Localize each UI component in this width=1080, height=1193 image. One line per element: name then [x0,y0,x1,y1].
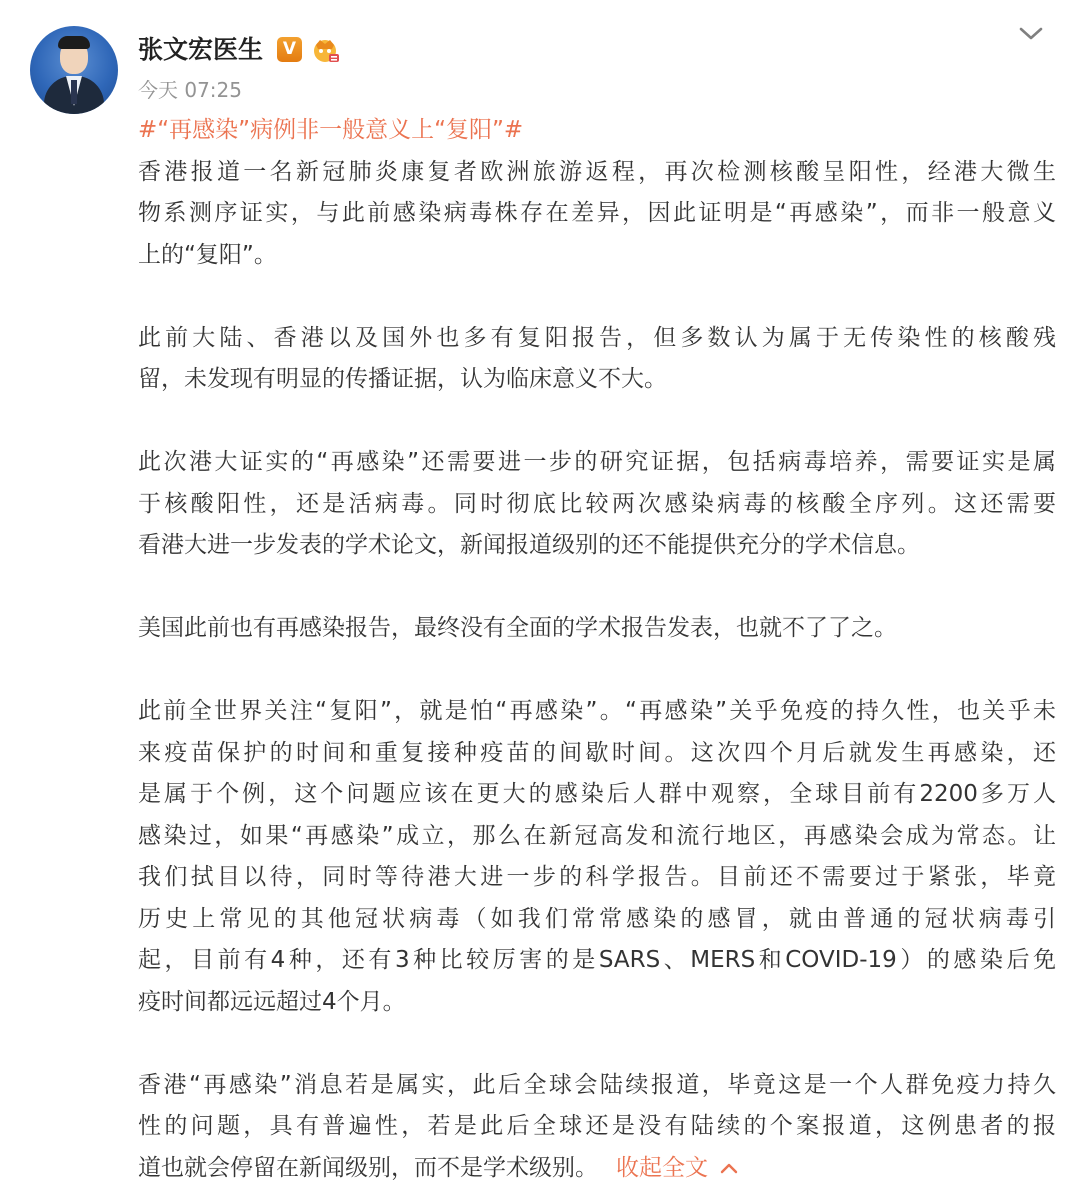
paragraph-line-text: 道也就会停留在新闻级别，而不是学术级别。 [138,1154,598,1181]
chevron-up-icon [720,1161,738,1175]
author-name[interactable]: 张文宏医生 [138,35,264,64]
paragraph-line: 留，未发现有明显的传播证据，认为临床意义不大。 [138,366,667,392]
paragraph-gap [138,276,1056,318]
paragraph-line: 看港大进一步发表的学术论文，新闻报道级别的还不能提供充分的学术信息。 [138,532,920,558]
paragraph-line: 是属于个例，这个问题应该在更大的感染后人群中观察，全球目前有2200多万人 [138,781,1056,807]
post-time: 今天 07:25 [138,78,242,102]
post-content [138,110,1056,1189]
paragraph-line: 性的问题，具有普遍性，若是此后全球还是没有陆续的个案报道，这例患者的报 [138,1113,1056,1139]
paragraph-line: 美国此前也有再感染报告，最终没有全面的学术报告发表，也就不了了之。 [138,615,897,641]
paragraph-line: 此次港大证实的“再感染”还需要进一步的研究证据，包括病毒培养，需要证实是属 [138,449,1056,475]
paragraph-last-line [138,1148,1056,1190]
paragraph-gap [138,1023,1056,1065]
collapse-label: 收起全文 [616,1154,708,1181]
paragraph-gap [138,567,1056,609]
avatar-hair [58,36,90,49]
paragraph-line: 来疫苗保护的时间和重复接种疫苗的间歇时间。这次四个月后就发生再感染，还 [138,739,1056,766]
paragraph-line: 此前大陆、香港以及国外也多有复阳报告，但多数认为属于无传染性的核酸残 [138,324,1056,351]
paragraph-line: 我们拭目以待，同时等待港大进一步的科学报告。目前还不需要过于紧张，毕竟 [138,864,1056,890]
paragraph-1 [138,152,1056,277]
avatar-tie [71,80,77,104]
paragraph-line: 历史上常见的其他冠状病毒（如我们常常感染的感冒，就由普通的冠状病毒引 [138,905,1056,932]
paragraph-line: 上的“复阳”。 [138,241,277,268]
verified-v-icon[interactable]: V [277,37,302,62]
chevron-down-icon[interactable] [1016,20,1046,46]
collapse-full-text-link[interactable] [616,1155,738,1181]
paragraph-2 [138,318,1056,401]
paragraph-6 [138,1065,1056,1190]
paragraph-line: 疫时间都远远超过4个月。 [138,988,406,1015]
paragraph-gap [138,401,1056,443]
paragraph-line: 起，目前有4种，还有3种比较厉害的是SARS、MERS和COVID-19）的感染后免 [138,947,1056,973]
paragraph-line: 香港“再感染”消息若是属实，此后全球会陆续报道，毕竟这是一个人群免疫力持久 [138,1071,1056,1098]
paragraph-line: 物系测序证实，与此前感染病毒株存在差异，因此证明是“再感染”，而非一般意义 [138,200,1056,226]
paragraph-line: 于核酸阳性，还是活病毒。同时彻底比较两次感染病毒的核酸全序列。这还需要 [138,490,1056,517]
paragraph-line: 香港报道一名新冠肺炎康复者欧洲旅游返程，再次检测核酸呈阳性，经港大微生 [138,158,1056,185]
crown-member-icon[interactable] [310,36,340,63]
paragraph-3 [138,442,1056,567]
paragraph-line: 感染过，如果“再感染”成立，那么在新冠高发和流行地区，再感染会成为常态。让 [138,822,1056,849]
paragraph-4 [138,608,1056,650]
paragraph-5 [138,691,1056,1023]
paragraph-gap [138,650,1056,692]
paragraph-line: 此前全世界关注“复阳”，就是怕“再感染”。“再感染”关乎免疫的持久性，也关乎未 [138,698,1056,724]
avatar[interactable] [30,26,118,114]
topic-hashtag-link[interactable]: #“再感染”病例非一般意义上“复阳”# [138,117,524,143]
